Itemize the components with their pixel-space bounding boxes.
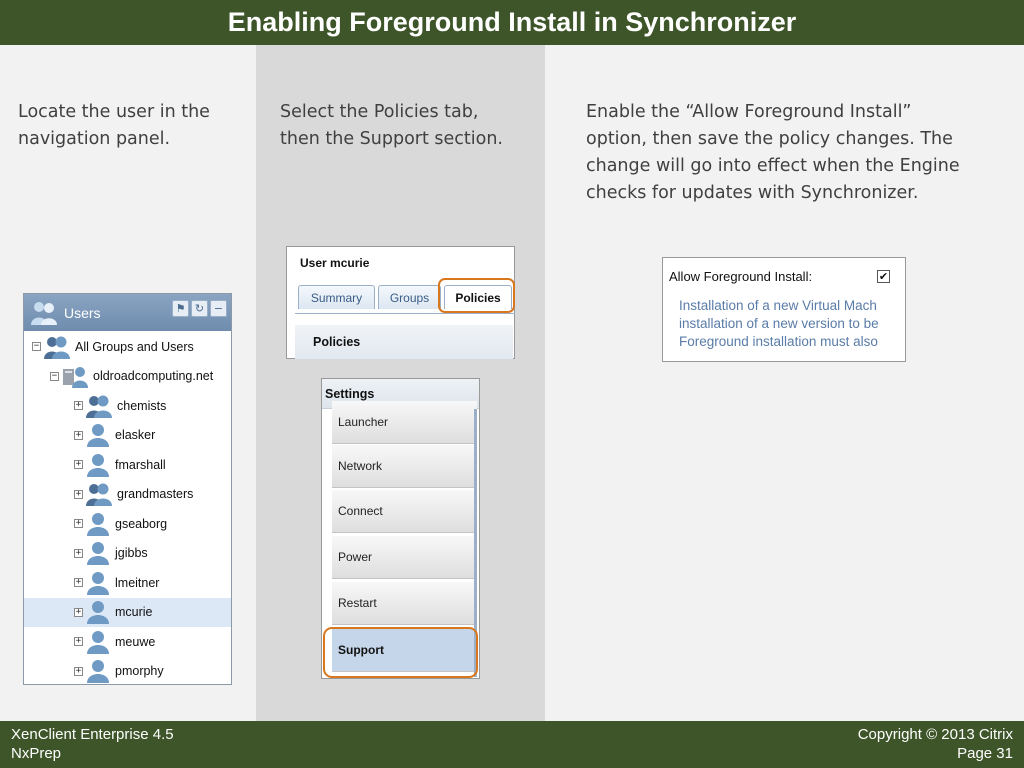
user-icon <box>85 540 111 566</box>
settings-item-network[interactable]: Network <box>332 445 477 488</box>
users-panel-header <box>24 294 231 331</box>
tree-row-label: meuwe <box>115 634 156 649</box>
expand-icon[interactable]: + <box>75 429 82 440</box>
expand-icon[interactable]: + <box>75 606 82 617</box>
tree-row-label: All Groups and Users <box>75 339 194 354</box>
step-1-line: Locate the user in the <box>18 102 210 122</box>
users-panel-title: Users <box>64 304 101 321</box>
settings-item-connect[interactable]: Connect <box>332 490 477 533</box>
step-3-line: option, then save the policy changes. The <box>586 129 953 149</box>
tree-row-label: gseaborg <box>115 516 168 531</box>
tree-row[interactable] <box>24 627 231 657</box>
step-3-text <box>586 99 960 207</box>
step-3-line: change will go into effect when the Engine <box>586 156 960 176</box>
group-icon <box>85 393 113 419</box>
tree-row[interactable] <box>24 391 231 421</box>
tree-row[interactable] <box>24 450 231 480</box>
tree-row[interactable] <box>24 509 231 539</box>
user-icon <box>85 422 111 448</box>
tree-row-label: oldroadcomputing.net <box>93 369 214 384</box>
tab-summary[interactable]: Summary <box>298 285 375 309</box>
user-icon <box>85 658 111 684</box>
footer-page-number: Page 31 <box>957 745 1013 762</box>
expand-icon[interactable]: + <box>75 459 82 470</box>
user-icon <box>85 599 111 625</box>
tree-row-label: fmarshall <box>115 457 166 472</box>
user-title: User mcurie <box>300 256 370 270</box>
expand-icon[interactable]: + <box>75 518 82 529</box>
step-3-line: Enable the “Allow Foreground Install” <box>586 102 912 122</box>
expand-icon[interactable]: + <box>75 547 82 558</box>
collapse-icon[interactable]: − <box>33 341 40 352</box>
step-1-text <box>18 99 210 153</box>
user-icon <box>85 629 111 655</box>
step-2-text <box>280 99 503 153</box>
tree-row[interactable] <box>24 421 231 451</box>
tab-policies[interactable]: Policies <box>444 285 512 309</box>
user-icon <box>85 570 111 596</box>
users-tree <box>24 332 231 686</box>
footer <box>0 721 1024 768</box>
tree-icon[interactable]: ⚑ <box>172 300 189 317</box>
settings-item-support[interactable]: Support <box>332 629 477 672</box>
settings-item-restart[interactable]: Restart <box>332 582 477 625</box>
tree-row[interactable] <box>24 332 231 362</box>
tree-row-label: lmeitner <box>115 575 160 590</box>
tree-row-label: pmorphy <box>115 664 164 679</box>
tree-row[interactable] <box>24 657 231 687</box>
refresh-icon[interactable]: ↻ <box>191 300 208 317</box>
users-icon <box>30 300 58 326</box>
tab-groups[interactable]: Groups <box>378 285 441 309</box>
expand-icon[interactable]: + <box>75 665 82 676</box>
tree-row[interactable] <box>24 480 231 510</box>
foreground-install-description: Foreground installation must also <box>679 334 878 349</box>
expand-icon[interactable]: + <box>75 400 82 411</box>
tab-divider <box>295 313 515 314</box>
foreground-install-description: Installation of a new Virtual Mach <box>679 298 877 313</box>
tree-row-label: chemists <box>117 398 167 413</box>
expand-icon[interactable]: + <box>75 636 82 647</box>
group-icon <box>85 481 113 507</box>
settings-item-launcher[interactable]: Launcher <box>332 401 477 444</box>
expand-icon[interactable]: + <box>75 488 82 499</box>
tree-row-label: elasker <box>115 428 156 443</box>
users-header-buttons <box>172 300 227 317</box>
tree-row[interactable] <box>24 568 231 598</box>
user-icon <box>85 452 111 478</box>
expand-icon[interactable]: + <box>75 577 82 588</box>
collapse-icon[interactable]: − <box>210 300 227 317</box>
footer-left <box>11 725 174 763</box>
settings-header: Settings <box>322 379 479 409</box>
foreground-install-checkbox[interactable]: ✔ <box>878 270 889 283</box>
support-highlight <box>323 627 478 678</box>
tree-row[interactable] <box>24 598 231 628</box>
tree-row-label: grandmasters <box>117 487 194 502</box>
footer-right <box>858 725 1013 763</box>
foreground-install-label: Allow Foreground Install: <box>669 269 813 284</box>
users-navigation-panel <box>23 293 232 685</box>
footer-product: XenClient Enterprise 4.5 <box>11 726 174 743</box>
step-3-line: checks for updates with Synchronizer. <box>586 183 919 203</box>
step-1-line: navigation panel. <box>18 129 171 149</box>
tree-row-label: mcurie <box>115 605 153 620</box>
step-2-line: Select the Policies tab, <box>280 102 479 122</box>
step-2-line: then the Support section. <box>280 129 503 149</box>
tree-row-label: jgibbs <box>115 546 148 561</box>
collapse-icon[interactable]: − <box>51 370 58 381</box>
settings-item-power[interactable]: Power <box>332 536 477 579</box>
policies-tab-highlight <box>438 278 515 313</box>
slide-title: Enabling Foreground Install in Synchronizer <box>227 7 797 37</box>
foreground-install-panel <box>662 257 906 362</box>
footer-subtitle: NxPrep <box>11 745 62 762</box>
group-icon <box>43 334 71 360</box>
foreground-install-description: installation of a new version to be <box>679 316 879 331</box>
policies-section-header: Policies <box>295 325 513 359</box>
tree-row[interactable] <box>24 362 231 392</box>
user-icon <box>85 511 111 537</box>
title-bar <box>0 0 1024 45</box>
footer-copyright: Copyright © 2013 Citrix <box>857 726 1013 743</box>
tree-row[interactable] <box>24 539 231 569</box>
domain-icon <box>61 363 89 389</box>
